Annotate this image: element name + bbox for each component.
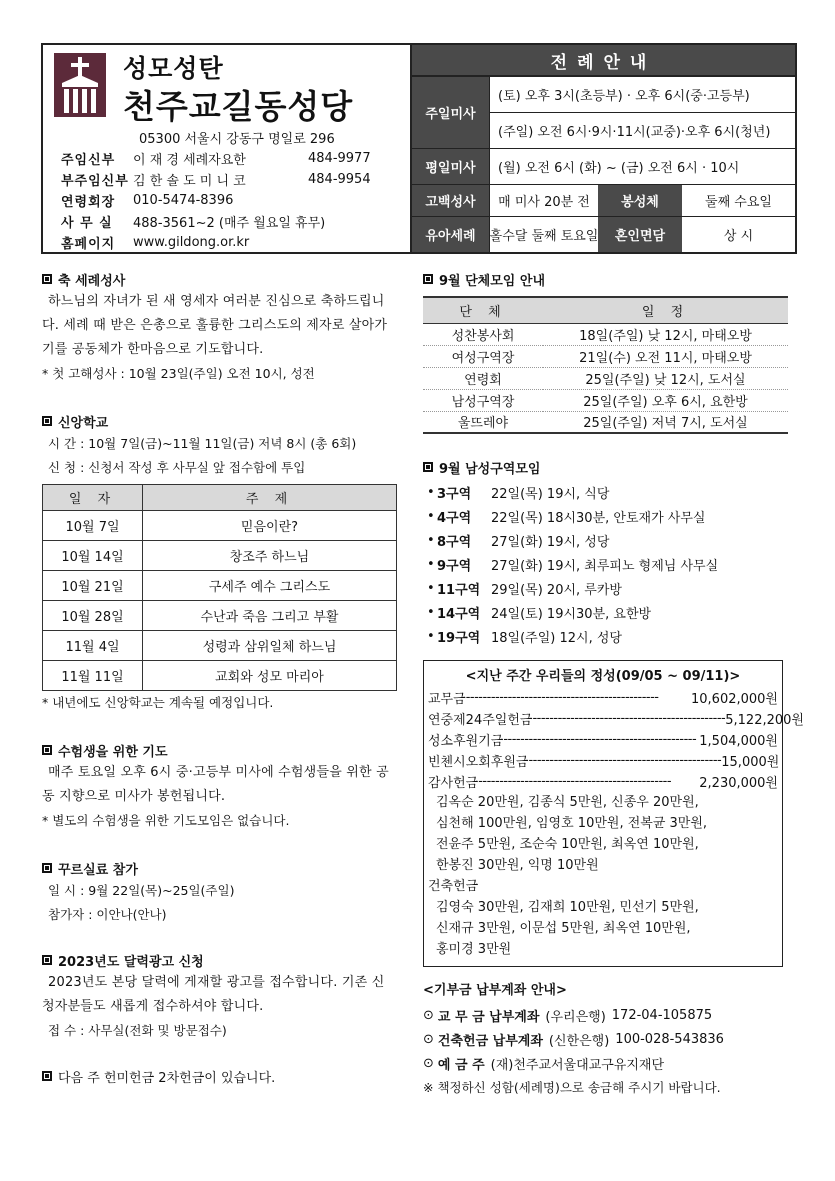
offering-label: 성소후원기금 [428, 734, 504, 749]
district-name: 9구역 [437, 558, 472, 574]
donor-line: 심천해 100만원, 임영호 10만원, 전복균 3만원, [436, 816, 708, 831]
group-schedule: 25일(주일) 낮 12시, 도서실 [543, 367, 788, 389]
school-topic: 창조주 하느님 [143, 541, 397, 571]
contact-label: 주임신부 [61, 153, 116, 168]
table-row [43, 631, 397, 661]
district-name: 14구역 [437, 606, 481, 622]
district-detail: 22일(목) 19시, 식당 [491, 486, 610, 502]
school-apply: 신 청 : 신청서 작성 후 사무실 앞 접수함에 투입 [48, 460, 306, 475]
church-subtitle: 성모성탄 [123, 54, 224, 83]
donation-label: 교 무 금 납부계좌 [437, 1009, 540, 1025]
district-detail: 18일(주일) 12시, 성당 [491, 630, 622, 646]
contact-value: 010-5474-8396 [133, 193, 234, 208]
groups-section-title [423, 268, 788, 290]
section-square-icon [423, 462, 433, 472]
bulletin-header [41, 43, 797, 254]
table-row [423, 367, 788, 389]
donor-line: 김영숙 30만원, 김재희 10만원, 민선기 5만원, [436, 900, 699, 915]
school-section-title [42, 410, 397, 432]
anointing-value: 둘째 수요일 [705, 195, 772, 210]
confession-row [412, 185, 795, 217]
donor-line: 신재규 3만원, 이문섭 5만원, 최옥연 10만원, [436, 921, 691, 936]
offerings-box [423, 660, 804, 967]
table-row [423, 345, 788, 367]
building-fund-label: 건축헌금 [428, 879, 479, 894]
baptism-text: 하느님의 자녀가 된 새 영세자 여러분 진심으로 축하드립니다. 세례 때 받은 은총으로 훌륭한 그리스도의 제자로 살아가기를 공동체가 한마음으로 기도합니다. [42, 294, 388, 357]
table-row [423, 411, 788, 433]
thanks-donor-list [428, 792, 778, 876]
district-name: 3구역 [437, 486, 472, 502]
contact-label: 홈페이지 [61, 237, 116, 252]
school-topic: 수난과 죽음 그리고 부활 [143, 601, 397, 631]
men-district-section-title [423, 456, 788, 478]
cursillo-date: 일 시 : 9월 22일(목)~25일(주일) [48, 883, 235, 898]
baptism-note: * 첫 고해성사 : 10월 23일(주일) 오전 10시, 성전 [42, 366, 315, 381]
section-square-icon [42, 274, 52, 284]
list-item: • 14구역 24일(토) 19시30분, 요한방 [427, 604, 652, 622]
contact-label: 연령회장 [61, 195, 116, 210]
service-schedule-panel [412, 45, 795, 252]
group-name: 성찬봉사회 [423, 323, 543, 345]
section-square-icon [42, 416, 52, 426]
contact-name: 김 한 솔 도 미 니 코 [133, 174, 246, 189]
donation-bank: (신한은행) [548, 1033, 610, 1049]
offering-amount: 10,602,000원 [691, 692, 778, 707]
weekday-mass-row [412, 149, 795, 185]
next-week-notice [42, 1065, 397, 1087]
section-square-icon [42, 1071, 52, 1081]
calendar-section-title [42, 949, 397, 971]
section-title-text: 다음 주 헌미헌금 2차헌금이 있습니다. [58, 1070, 276, 1086]
offering-amount: 15,000원 [721, 755, 780, 770]
list-item: • 3구역 22일(목) 19시, 식당 [427, 484, 610, 502]
group-name: 연령회 [423, 367, 543, 389]
offering-row: 빈첸시오회후원금 ---------------------------------------------- 15,000원 [428, 753, 780, 770]
donor-line: 한봉진 30만원, 익명 10만원 [436, 858, 599, 873]
offering-amount: 1,504,000원 [699, 734, 778, 749]
list-item: • 9구역 27일(화) 19시, 최루피노 형제님 사무실 [427, 556, 719, 574]
district-name: 19구역 [437, 630, 481, 646]
baptism-section-title [42, 268, 397, 290]
table-row [423, 389, 788, 411]
contact-name: 이 재 경 세례자요한 [133, 153, 246, 168]
contact-row [61, 169, 406, 190]
section-title-text: 9월 남성구역모임 [439, 461, 541, 477]
confession-label: 고백성사 [412, 185, 489, 216]
contact-list [61, 148, 406, 253]
table-row [43, 601, 397, 631]
school-topic: 교회와 성모 마리아 [143, 661, 397, 691]
section-title-text: 2023년도 달력광고 신청 [58, 954, 204, 970]
column-header: 주 제 [143, 485, 397, 511]
school-date: 11월 11일 [43, 661, 143, 691]
anointing-label: 봉성체 [598, 185, 682, 216]
exam-note: * 별도의 수험생을 위한 기도모임은 없습니다. [42, 813, 290, 828]
right-column [423, 268, 804, 1099]
column-header: 단 체 [423, 297, 543, 323]
section-square-icon [42, 863, 52, 873]
weekday-mass-label: 평일미사 [412, 149, 489, 184]
circle-dot-icon: ⊙ [423, 1031, 434, 1047]
section-square-icon [42, 745, 52, 755]
service-title: 전례안내 [412, 45, 795, 77]
offering-amount: 5,122,200원 [725, 713, 804, 728]
school-date: 10월 7일 [43, 511, 143, 541]
group-schedule: 25일(주일) 오후 6시, 요한방 [543, 389, 788, 411]
school-date: 10월 14일 [43, 541, 143, 571]
section-title-text: 수험생을 위한 기도 [58, 744, 168, 760]
sunday-mass: (주일) 오전 6시·9시·11시(교중)·오후 6시(청년) [498, 125, 771, 140]
school-date: 10월 21일 [43, 571, 143, 601]
infant-baptism-label: 유아세례 [412, 217, 489, 252]
offerings-title: <지난 주간 우리들의 정성(09/05 ~ 09/11)> [465, 669, 741, 684]
section-title-text: 신앙학교 [58, 415, 109, 431]
donation-label: 예 금 주 [437, 1057, 485, 1073]
infant-baptism-value: 홀수달 둘째 토요일 [489, 217, 598, 252]
left-column [42, 268, 397, 1087]
school-topic: 구세주 예수 그리스도 [143, 571, 397, 601]
table-header-row [423, 297, 788, 323]
section-square-icon [42, 955, 52, 965]
contact-phone: 484-9954 [308, 172, 371, 187]
offering-row: 교무금 ---------------------------------------------- 10,602,000원 [428, 690, 778, 707]
district-detail: 27일(화) 19시, 성당 [491, 534, 610, 550]
contact-row [61, 232, 406, 253]
baptism-marriage-row [412, 217, 795, 252]
sunday-mass-times [489, 77, 795, 148]
table-row [43, 511, 397, 541]
table-header-row [43, 485, 397, 511]
table-row [423, 323, 788, 345]
offering-row: 연중제24주일헌금 ---------------------------------------------- 5,122,200원 [428, 711, 804, 728]
school-table [42, 484, 397, 691]
donation-row [423, 1051, 788, 1075]
donation-account: 172-04-105875 [611, 1007, 713, 1023]
offering-row: 성소후원기금 ---------------------------------------------- 1,504,000원 [428, 732, 778, 749]
group-name: 여성구역장 [423, 345, 543, 367]
contact-label: 부주임신부 [61, 174, 129, 189]
donation-row [423, 1027, 788, 1051]
district-name: 11구역 [437, 582, 481, 598]
church-logo-icon [54, 53, 106, 117]
offering-label: 감사헌금 [428, 776, 479, 791]
section-square-icon [423, 274, 433, 284]
table-row [43, 541, 397, 571]
district-name: 8구역 [437, 534, 472, 550]
school-topic: 믿음이란? [143, 511, 397, 541]
group-name: 울뜨레야 [423, 411, 543, 433]
sunday-mass-row [412, 77, 795, 149]
saturday-mass: (토) 오후 3시(초등부) · 오후 6시(중·고등부) [490, 77, 795, 113]
homepage-link[interactable]: www.gildong.or.kr [133, 235, 250, 250]
donor-line: 전윤주 5만원, 조순숙 10만원, 최옥연 10만원, [436, 837, 699, 852]
church-name: 천주교길동성당 [123, 87, 354, 126]
cursillo-section-title [42, 857, 397, 879]
district-detail: 24일(토) 19시30분, 요한방 [491, 606, 652, 622]
circle-dot-icon: ⊙ [423, 1007, 434, 1023]
contact-value: 488-3561~2 (매주 월요일 휴무) [133, 216, 326, 231]
donation-bank: (재)천주교서울대교구유지재단 [490, 1057, 665, 1073]
exam-section-title [42, 739, 397, 761]
group-schedule: 21일(수) 오전 11시, 마태오방 [543, 345, 788, 367]
contact-row [61, 148, 406, 169]
building-donor-list [428, 897, 778, 960]
offering-label: 교무금 [428, 692, 466, 707]
weekday-mass: (월) 오전 6시 (화) ~ (금) 오전 6시 · 10시 [489, 149, 795, 184]
district-detail: 27일(화) 19시, 최루피노 형제님 사무실 [491, 558, 719, 574]
sunday-mass-label: 주일미사 [412, 77, 489, 148]
donor-line: 홍미경 3만원 [436, 942, 512, 957]
donation-note: ※ 책정하신 성함(세례명)으로 송금해 주시기 바랍니다. [423, 1080, 721, 1095]
offering-label: 빈첸시오회후원금 [428, 755, 529, 770]
donation-label: 건축헌금 납부계좌 [437, 1033, 543, 1049]
cursillo-participant: 참가자 : 이안나(안나) [48, 907, 167, 922]
column-header: 일 자 [43, 485, 143, 511]
school-date: 10월 28일 [43, 601, 143, 631]
school-note: * 내년에도 신앙학교는 계속될 예정입니다. [42, 695, 274, 710]
school-topic: 성령과 삼위일체 하느님 [143, 631, 397, 661]
group-schedule: 25일(주일) 저녁 7시, 도서실 [543, 411, 788, 433]
confession-value: 매 미사 20분 전 [489, 185, 598, 216]
table-row [43, 661, 397, 691]
donation-account: 100-028-543836 [615, 1031, 724, 1047]
district-detail: 22일(목) 18시30분, 안토재가 사무실 [491, 510, 706, 526]
offering-amount: 2,230,000원 [699, 776, 778, 791]
contact-label: 사 무 실 [61, 216, 113, 231]
groups-table [423, 296, 788, 434]
district-detail: 29일(목) 20시, 루카방 [491, 582, 622, 598]
list-item: • 19구역 18일(주일) 12시, 성당 [427, 628, 622, 646]
column-header: 일 정 [543, 297, 788, 323]
group-name: 남성구역장 [423, 389, 543, 411]
section-title-text: 꾸르실료 참가 [58, 862, 138, 878]
calendar-reception: 접 수 : 사무실(전화 및 방문접수) [48, 1023, 227, 1038]
school-time: 시 간 : 10월 7일(금)~11월 11일(금) 저녁 8시 (총 6회) [48, 436, 357, 451]
donation-row [423, 1003, 788, 1027]
offering-row: 감사헌금 ---------------------------------------------- 2,230,000원 [428, 774, 778, 791]
marriage-label: 혼인면담 [598, 217, 682, 252]
group-schedule: 18일(주일) 낮 12시, 마태오방 [543, 323, 788, 345]
circle-dot-icon: ⊙ [423, 1055, 434, 1071]
contact-phone: 484-9977 [308, 151, 371, 166]
section-title-text: 축 세례성사 [58, 273, 126, 289]
men-district-list [423, 480, 788, 648]
church-address: 05300 서울시 강동구 명일로 296 [139, 132, 335, 147]
contact-row [61, 211, 406, 232]
marriage-value: 상 시 [723, 229, 754, 244]
school-date: 11월 4일 [43, 631, 143, 661]
donor-line: 김옥순 20만원, 김종식 5만원, 신종우 20만원, [436, 795, 699, 810]
list-item: • 8구역 27일(화) 19시, 성당 [427, 532, 610, 550]
contact-row [61, 190, 406, 211]
church-info-panel [43, 45, 412, 252]
donation-title: <기부금 납부계좌 안내> [423, 983, 567, 998]
donation-bank: (우리은행) [545, 1009, 606, 1025]
calendar-text: 2023년도 본당 달력에 게재할 광고를 접수합니다. 기존 신청자분들도 새롭게 접수하셔야 합니다. [42, 975, 385, 1014]
table-row [43, 571, 397, 601]
offering-label: 연중제24주일헌금 [428, 713, 533, 728]
district-name: 4구역 [437, 510, 472, 526]
list-item: • 11구역 29일(목) 20시, 루카방 [427, 580, 622, 598]
list-item: • 4구역 22일(목) 18시30분, 안토재가 사무실 [427, 508, 706, 526]
exam-text: 매주 토요일 오후 6시 중·고등부 미사에 수험생들을 위한 공동 지향으로 미사가 봉헌됩니다. [42, 765, 389, 804]
section-title-text: 9월 단체모임 안내 [439, 273, 546, 289]
